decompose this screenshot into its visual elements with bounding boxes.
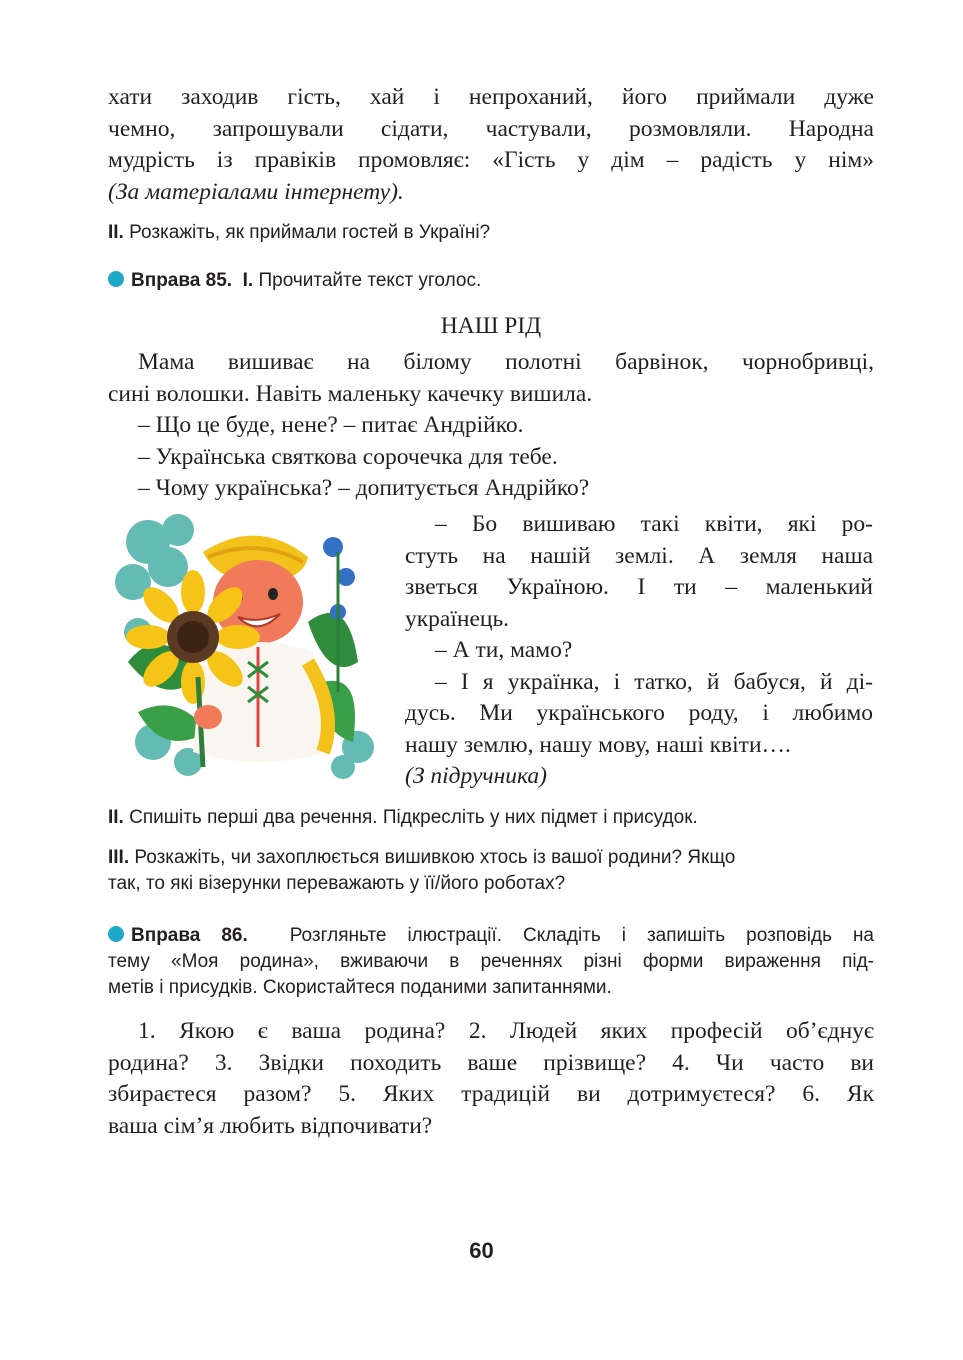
story-line-r2: стуть на нашій землі. А земля наша [405,542,873,569]
exercise-86 [108,923,874,1001]
dialogue-line-3: – Чому українська? – допитується Андрійко? [138,475,590,501]
exercise-text-line-3: метів і присудків. Скористайтеся поданими запитаннями. [108,977,612,998]
exercise-text-line-1: Розгляньте ілюстрації. Складіть і запишіть розповідь на [289,925,874,946]
intro-line-2: чемно, запрошували сідати, частували, розмовляли. Народна [108,115,874,142]
dialogue-line-2: – Українська святкова сорочечка для тебе. [138,443,558,470]
exercise-85-task-iii [108,845,874,897]
task-number: III. [108,847,130,868]
exercise-label: Вправа 85. [131,270,233,291]
story-line-r3: зветься Україною. І ти – маленький [405,574,873,600]
questions-line-2: родина? 3. Звідки походить ваше прізвище? 4. Чи часто ви [108,1049,874,1076]
task-text: Прочитайте текст уголос. [258,270,482,291]
task-number: II. [108,807,124,828]
task-text-line-1: Розкажіть, чи захоплюється вишивкою хтось із вашої родини? Якщо [134,847,736,868]
boy-with-sunflower-illustration [108,512,393,787]
task-text: Розкажіть, як приймали гостей в Україні? [129,222,491,243]
questions-line-4: ваша сім’я любить відпочивати? [108,1112,433,1139]
story-paragraph [108,347,874,505]
bullet-icon [108,271,124,287]
story-line-r8: нашу землю, нашу мову, наші квіти…. [405,731,791,758]
exercise-label: Вправа 86. [131,925,248,946]
exercise-text-line-2: тему «Моя родина», вживаючи в реченнях різні форми вираження під- [108,951,874,972]
intro-line-1: хати заходив гість, хай і непроханий, його приймали дуже [108,84,874,110]
intro-paragraph [108,82,874,208]
story-line-r7: дусь. Ми українського роду, і любимо [405,700,873,726]
exercise-85-header [108,268,874,294]
page-number: 60 [469,1238,494,1263]
task-text-line-2: так, то які візерунки переважають у її/його роботах? [108,873,566,894]
bullet-icon [108,926,124,942]
story-line-r1: – Бо вишиваю такі квіти, які ро- [435,511,873,537]
task-number: II. [108,222,124,243]
story-continuation [405,509,873,793]
task-number: I. [242,270,254,291]
text-title: НАШ РІД [440,313,542,339]
story-line-r5: – А ти, мамо? [435,637,573,663]
story-line-r4: українець. [405,605,510,632]
task-text: Спишіть перші два речення. Підкресліть у них підмет і присудок. [129,807,698,828]
questions-line-1: 1. Якою є ваша родина? 2. Людей яких професій об’єднує [138,1018,874,1044]
intro-source: (За матеріалами інтернету). [108,178,404,205]
story-line-2: сині волошки. Навіть маленьку качечку вишила. [108,380,593,407]
questions-paragraph [108,1016,874,1142]
intro-line-3: мудрість із правіків промовляє: «Гість у дім – радість у нім» [108,147,874,173]
story-line-1: Мама вишиває на білому полотні барвінок, чорнобривці, [138,349,874,375]
story-line-r6: – І я українка, і татко, й бабуся, й ді- [435,668,873,695]
task-ii-how-guests [108,220,874,246]
story-source: (З підручника) [405,763,547,789]
dialogue-line-1: – Що це буде, нене? – питає Андрійко. [138,412,524,438]
questions-line-3: збираєтеся разом? 5. Яких традицій ви дотримуєтеся? 6. Як [108,1081,874,1107]
exercise-85-task-ii [108,805,874,831]
